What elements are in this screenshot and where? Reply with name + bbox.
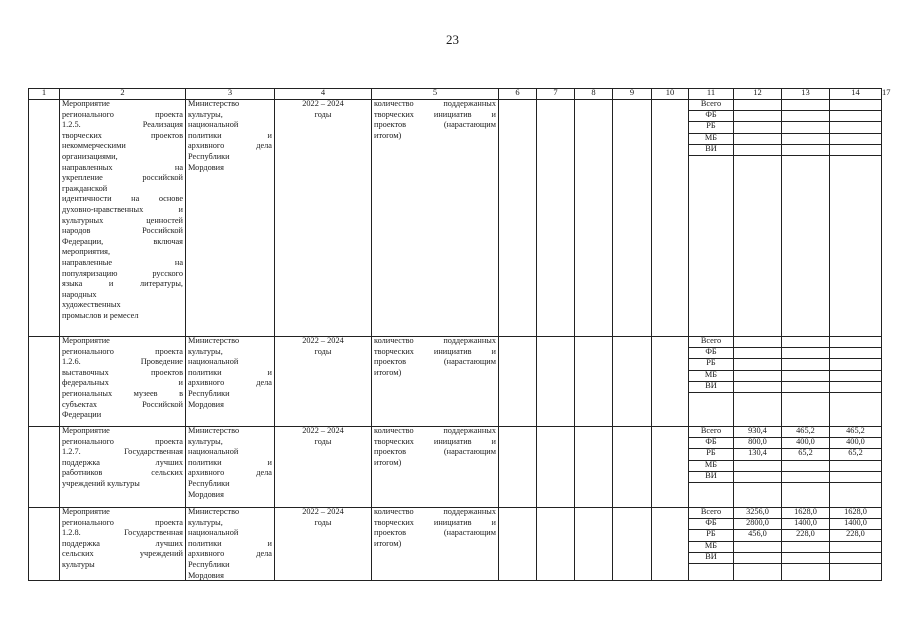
value-col-7 bbox=[536, 99, 574, 336]
executor-line: политики и bbox=[188, 457, 272, 467]
activity-name-line: Федерации bbox=[62, 410, 102, 420]
funding-source-label: РБ bbox=[706, 358, 716, 368]
funding-amount-value: 65,2 bbox=[848, 448, 863, 458]
activity-name bbox=[59, 507, 185, 580]
indicator-line: проектов (нарастающим bbox=[374, 528, 496, 538]
period bbox=[274, 426, 371, 507]
funding-amount bbox=[830, 381, 881, 393]
executor-line: архивного дела bbox=[188, 378, 272, 388]
value-col-10 bbox=[651, 507, 688, 580]
executor-line: Министерство bbox=[188, 426, 240, 435]
activity-name bbox=[59, 99, 185, 336]
executor-line: Мордовия bbox=[188, 399, 224, 409]
header-cell-1: 1 bbox=[28, 88, 59, 99]
period bbox=[274, 507, 371, 580]
value-col-8 bbox=[574, 336, 612, 426]
funding-source-col bbox=[688, 426, 733, 507]
activity-number bbox=[28, 336, 59, 426]
funding-source bbox=[689, 144, 733, 156]
table-row bbox=[28, 99, 881, 336]
activity-name-line: Мероприятие bbox=[62, 336, 110, 345]
header-cell-6: 6 bbox=[498, 88, 536, 99]
value-col-7 bbox=[536, 507, 574, 580]
activity-name-line: некоммерческими bbox=[62, 141, 126, 151]
executor bbox=[185, 507, 274, 580]
activity-name-line: гражданской bbox=[62, 183, 108, 193]
funding-source-col bbox=[688, 507, 733, 580]
executor-line: Министерство bbox=[188, 336, 240, 345]
funding-amount bbox=[734, 381, 781, 393]
activity-name-line: культуры bbox=[62, 559, 95, 569]
executor-line: Министерство bbox=[188, 99, 240, 108]
funding-source-label: ВИ bbox=[705, 470, 717, 480]
header-cell-14: 14 bbox=[829, 88, 881, 99]
activity-name-line: народов Российской bbox=[62, 226, 183, 236]
activity-number bbox=[28, 507, 59, 580]
header-cell-9: 9 bbox=[612, 88, 651, 99]
funding-c17-col bbox=[881, 336, 882, 426]
funding-amount bbox=[830, 552, 881, 564]
activity-name-line: регионального проекта bbox=[62, 109, 183, 119]
value-col-9 bbox=[612, 426, 651, 507]
funding-amount-value: 1400,0 bbox=[844, 518, 867, 528]
indicator-line: проектов (нарастающим bbox=[374, 120, 496, 130]
value-col-9 bbox=[612, 99, 651, 336]
funding-c17-col bbox=[881, 507, 882, 580]
table-row bbox=[28, 507, 881, 580]
indicator-line: количество поддержанных bbox=[374, 507, 496, 516]
executor-line: Мордовия bbox=[188, 570, 224, 580]
period-line: годы bbox=[314, 436, 332, 446]
header-cell-4: 4 bbox=[274, 88, 371, 99]
funding-source-label: МБ bbox=[704, 132, 718, 142]
activity-name-line: творческих проектов bbox=[62, 130, 183, 140]
funding-source-label: МБ bbox=[704, 540, 718, 550]
funding-source bbox=[689, 552, 733, 564]
executor-line: Республики bbox=[188, 151, 230, 161]
activity-number bbox=[28, 99, 59, 336]
funding-source-label: Всего bbox=[700, 426, 722, 435]
funding-amount-value: 1628,0 bbox=[794, 507, 817, 516]
funding-source-label: ФБ bbox=[705, 518, 717, 528]
period bbox=[274, 99, 371, 336]
activity-name-line: Мероприятие bbox=[62, 99, 110, 108]
activity-name-line: поддержка лучших bbox=[62, 538, 183, 548]
funding-amount-value: 456,0 bbox=[748, 529, 767, 539]
funding-c14-col bbox=[829, 99, 881, 336]
activity-name-line: народных bbox=[62, 289, 97, 299]
indicator-line: проектов (нарастающим bbox=[374, 447, 496, 457]
funding-source-label: РБ bbox=[706, 529, 716, 539]
executor-line: Республики bbox=[188, 388, 230, 398]
funding-c14-col bbox=[829, 426, 881, 507]
funding-amount bbox=[782, 381, 829, 393]
value-col-8 bbox=[574, 507, 612, 580]
indicator-line: итогом) bbox=[374, 538, 402, 548]
funding-c12-col bbox=[733, 336, 781, 426]
activity-name-line: субъектах Российской bbox=[62, 399, 183, 409]
funding-amount bbox=[830, 144, 881, 156]
value-col-10 bbox=[651, 99, 688, 336]
executor-line: Министерство bbox=[188, 507, 240, 516]
unit-of-measure bbox=[498, 336, 536, 426]
funding-c13-col bbox=[781, 426, 829, 507]
page-number: 23 bbox=[446, 32, 459, 47]
executor bbox=[185, 426, 274, 507]
executor-line: политики и bbox=[188, 538, 272, 548]
executor-line: Республики bbox=[188, 559, 230, 569]
funding-source-label: ВИ bbox=[705, 143, 717, 153]
funding-amount bbox=[734, 144, 781, 156]
value-col-9 bbox=[612, 336, 651, 426]
funding-c13-col bbox=[781, 507, 829, 580]
funding-amount-value: 400,0 bbox=[846, 437, 865, 447]
funding-c12-col bbox=[733, 426, 781, 507]
indicator-line: количество поддержанных bbox=[374, 99, 496, 108]
activity-name-line: языка и литературы, bbox=[62, 279, 183, 289]
value-col-10 bbox=[651, 426, 688, 507]
activity-name-line: идентичности на основе bbox=[62, 194, 183, 204]
activity-number bbox=[28, 426, 59, 507]
table-row bbox=[28, 336, 881, 426]
activity-name-line: укрепление российской bbox=[62, 173, 183, 183]
funding-source-label: Всего bbox=[700, 507, 722, 516]
activity-name-line: промыслов и ремесел bbox=[62, 310, 139, 320]
funding-c14-col bbox=[829, 336, 881, 426]
funding-amount-value: 465,2 bbox=[796, 426, 815, 435]
header-cell-10: 10 bbox=[651, 88, 688, 99]
period bbox=[274, 336, 371, 426]
funding-source-label: ФБ bbox=[705, 347, 717, 357]
executor-line: архивного дела bbox=[188, 468, 272, 478]
header-cell-3: 3 bbox=[185, 88, 274, 99]
value-col-7 bbox=[536, 426, 574, 507]
activity-name-line: выставочных проектов bbox=[62, 367, 183, 377]
funding-c17-col bbox=[881, 426, 882, 507]
executor-line: культуры, bbox=[188, 436, 223, 446]
executor-line: политики и bbox=[188, 367, 272, 377]
period-line: годы bbox=[314, 346, 332, 356]
funding-amount-value: 1628,0 bbox=[844, 507, 867, 516]
value-col-10 bbox=[651, 336, 688, 426]
header-cell-13: 13 bbox=[781, 88, 829, 99]
activity-name-line: организациями, bbox=[62, 151, 118, 161]
activity-name-line: направленные на bbox=[62, 257, 183, 267]
executor-line: национальной bbox=[188, 447, 239, 457]
funding-c13-col bbox=[781, 336, 829, 426]
indicator-line: проектов (нарастающим bbox=[374, 357, 496, 367]
period-line: годы bbox=[314, 517, 332, 527]
unit-of-measure bbox=[498, 507, 536, 580]
funding-source-label: МБ bbox=[704, 459, 718, 469]
funding-source-label: РБ bbox=[706, 448, 716, 458]
funding-source bbox=[689, 381, 733, 393]
funding-amount bbox=[782, 144, 829, 156]
indicator-line: итогом) bbox=[374, 457, 402, 467]
funding-amount bbox=[782, 471, 829, 483]
executor bbox=[185, 99, 274, 336]
executor-line: культуры, bbox=[188, 109, 223, 119]
funding-amount-value: 465,2 bbox=[846, 426, 865, 435]
funding-amount-value: 930,4 bbox=[748, 426, 767, 435]
executor-line: культуры, bbox=[188, 517, 223, 527]
funding-source-label: Всего bbox=[700, 336, 722, 345]
indicator-line: количество поддержанных bbox=[374, 426, 496, 435]
activity-name-line: Мероприятие bbox=[62, 426, 110, 435]
period-line: 2022 – 2024 bbox=[302, 336, 344, 345]
funding-source-col bbox=[688, 99, 733, 336]
funding-amount bbox=[782, 552, 829, 564]
funding-amount-value: 228,0 bbox=[846, 529, 865, 539]
funding-amount-value: 228,0 bbox=[796, 529, 815, 539]
funding-amount bbox=[734, 471, 781, 483]
funding-amount bbox=[734, 552, 781, 564]
unit-of-measure bbox=[498, 99, 536, 336]
program-table bbox=[28, 88, 891, 580]
header-cell-7: 7 bbox=[536, 88, 574, 99]
activity-name-line: 1.2.5. Реализация bbox=[62, 120, 183, 130]
activity-name-line: федеральных и bbox=[62, 378, 183, 388]
activity-name-line: региональных музеев в bbox=[62, 388, 183, 398]
funding-source-label: ФБ bbox=[705, 437, 717, 447]
funding-source-label: ВИ bbox=[705, 551, 717, 561]
unit-of-measure bbox=[498, 426, 536, 507]
indicator-line: итогом) bbox=[374, 367, 402, 377]
value-col-8 bbox=[574, 99, 612, 336]
activity-name bbox=[59, 426, 185, 507]
executor-line: архивного дела bbox=[188, 549, 272, 559]
activity-name-line: мероприятия, bbox=[62, 247, 111, 257]
activity-name-line: поддержка лучших bbox=[62, 457, 183, 467]
header-cell-8: 8 bbox=[574, 88, 612, 99]
header-cell-11: 11 bbox=[688, 88, 733, 99]
funding-c12-col bbox=[733, 99, 781, 336]
activity-name-line: регионального проекта bbox=[62, 346, 183, 356]
activity-name-line: направленных на bbox=[62, 162, 183, 172]
funding-c12-col bbox=[733, 507, 781, 580]
executor-line: Республики bbox=[188, 478, 230, 488]
funding-source-label: ФБ bbox=[705, 110, 717, 120]
funding-amount-value: 800,0 bbox=[748, 437, 767, 447]
funding-amount-value: 400,0 bbox=[796, 437, 815, 447]
activity-name-line: Федерации, включая bbox=[62, 236, 183, 246]
indicator bbox=[371, 507, 498, 580]
funding-amount bbox=[830, 471, 881, 483]
funding-source-label: Всего bbox=[700, 99, 722, 108]
value-col-8 bbox=[574, 426, 612, 507]
funding-source bbox=[689, 471, 733, 483]
header-cell-17: 17 bbox=[882, 88, 891, 97]
activity-name-line: работников сельских bbox=[62, 468, 183, 478]
indicator-line: количество поддержанных bbox=[374, 336, 496, 345]
funding-amount-value: 3256,0 bbox=[746, 507, 769, 516]
activity-name-line: популяризацию русского bbox=[62, 268, 183, 278]
executor-line: национальной bbox=[188, 120, 239, 130]
funding-c14-col bbox=[829, 507, 881, 580]
activity-name-line: 1.2.8. Государственная bbox=[62, 528, 183, 538]
indicator-line: творческих инициатив и bbox=[374, 517, 496, 527]
indicator bbox=[371, 99, 498, 336]
activity-name-line: Мероприятие bbox=[62, 507, 110, 516]
indicator bbox=[371, 336, 498, 426]
funding-c13-col bbox=[781, 99, 829, 336]
funding-amount-value: 65,2 bbox=[798, 448, 813, 458]
executor-line: культуры, bbox=[188, 346, 223, 356]
activity-name-line: регионального проекта bbox=[62, 517, 183, 527]
indicator-line: итогом) bbox=[374, 130, 402, 140]
header-cell-12: 12 bbox=[733, 88, 781, 99]
activity-name-line: художественных bbox=[62, 300, 121, 310]
funding-source-label: ВИ bbox=[705, 380, 717, 390]
executor-line: Мордовия bbox=[188, 162, 224, 172]
executor-line: архивного дела bbox=[188, 141, 272, 151]
value-col-7 bbox=[536, 336, 574, 426]
funding-amount-value: 2800,0 bbox=[746, 518, 769, 528]
activity-name-line: 1.2.7. Государственная bbox=[62, 447, 183, 457]
activity-name-line: духовно-нравственных и bbox=[62, 204, 183, 214]
indicator-line: творческих инициатив и bbox=[374, 109, 496, 119]
activity-name-line: сельских учреждений bbox=[62, 549, 183, 559]
funding-amount-value: 130,4 bbox=[748, 448, 767, 458]
header-cell-2: 2 bbox=[59, 88, 185, 99]
indicator-line: творческих инициатив и bbox=[374, 436, 496, 446]
activity-name-line: регионального проекта bbox=[62, 436, 183, 446]
indicator bbox=[371, 426, 498, 507]
header-row bbox=[28, 88, 891, 99]
executor-line: национальной bbox=[188, 357, 239, 367]
executor-line: Мордовия bbox=[188, 489, 224, 499]
indicator-line: творческих инициатив и bbox=[374, 346, 496, 356]
executor-line: национальной bbox=[188, 528, 239, 538]
funding-source-label: МБ bbox=[704, 369, 718, 379]
executor-line: политики и bbox=[188, 130, 272, 140]
period-line: 2022 – 2024 bbox=[302, 426, 344, 435]
activity-name bbox=[59, 336, 185, 426]
period-line: годы bbox=[314, 109, 332, 119]
funding-c17-col bbox=[881, 99, 882, 336]
funding-source-label: РБ bbox=[706, 121, 716, 131]
row-bottom-border bbox=[28, 580, 881, 581]
header-cell-5: 5 bbox=[371, 88, 498, 99]
funding-source-col bbox=[688, 336, 733, 426]
activity-name-line: учреждений культуры bbox=[62, 478, 140, 488]
period-line: 2022 – 2024 bbox=[302, 99, 344, 108]
value-col-9 bbox=[612, 507, 651, 580]
activity-name-line: 1.2.6. Проведение bbox=[62, 357, 183, 367]
funding-amount-value: 1400,0 bbox=[794, 518, 817, 528]
period-line: 2022 – 2024 bbox=[302, 507, 344, 516]
table-row bbox=[28, 426, 881, 507]
activity-name-line: культурных ценностей bbox=[62, 215, 183, 225]
executor bbox=[185, 336, 274, 426]
